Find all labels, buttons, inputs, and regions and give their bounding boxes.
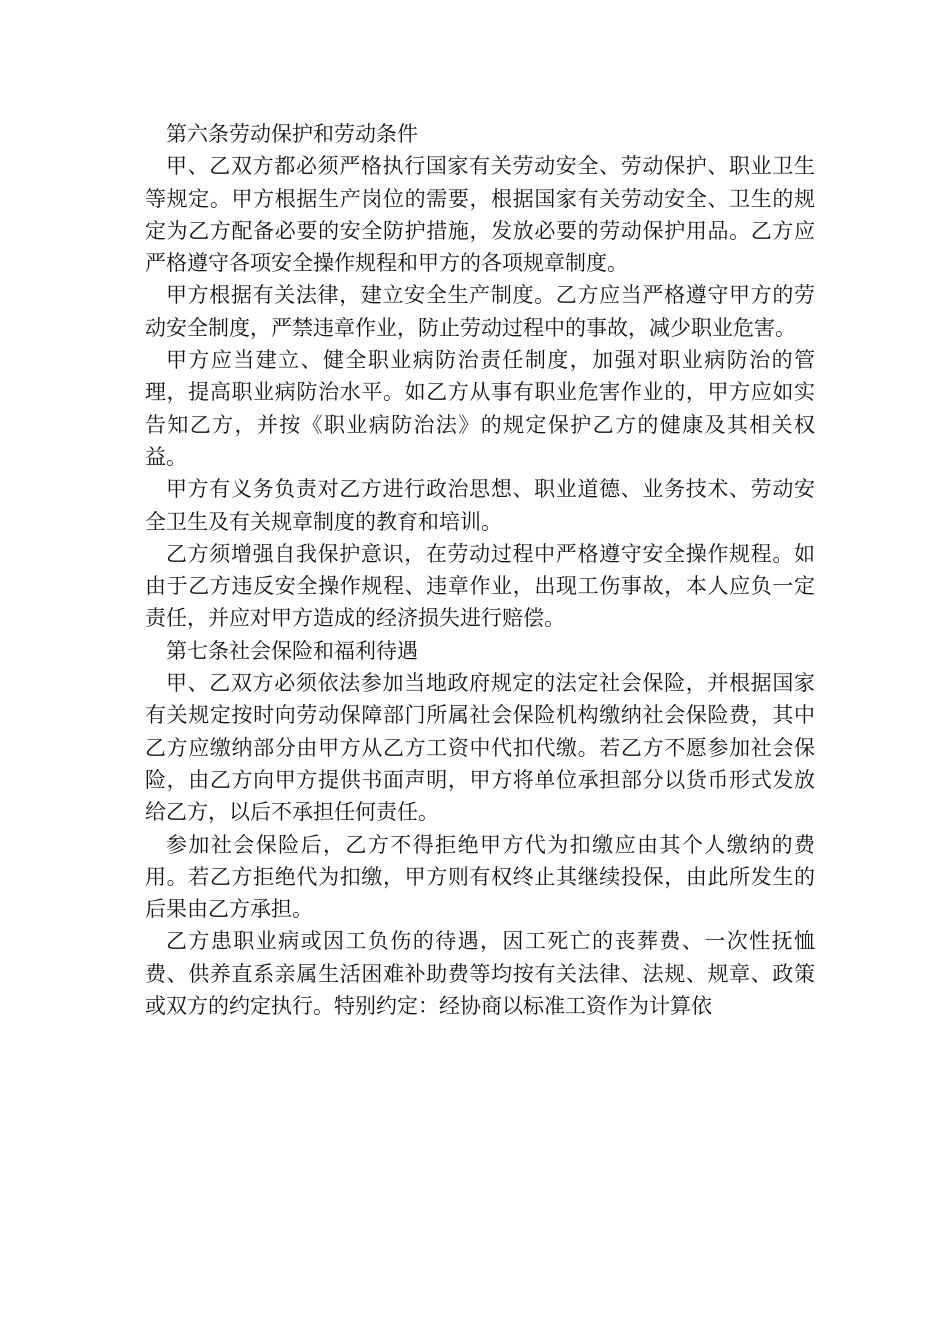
paragraph-insurance-deduction: 参加社会保险后，乙方不得拒绝甲方代为扣缴应由其个人缴纳的费用。若乙方拒绝代为扣缴，甲方则有权终止其继续投保，由此所发生的后果由乙方承担。 — [145, 832, 815, 922]
paragraph-occupational-disease: 甲方应当建立、健全职业病防治责任制度，加强对职业病防治的管理，提高职业病防治水平。如乙方从事有职业危害作业的，甲方应如实告知乙方，并按《职业病防治法》的规定保护乙方的健康及其相关权益。 — [145, 348, 815, 469]
paragraph-injury-benefits: 乙方患职业病或因工负伤的待遇，因工死亡的丧葬费、一次性抚恤费、供养直系亲属生活困难补助费等均按有关法律、法规、规章、政策或双方的约定执行。特别约定：经协商以标准工资作为计算依 — [145, 929, 815, 1019]
paragraph-labor-safety: 甲、乙双方都必须严格执行国家有关劳动安全、劳动保护、职业卫生等规定。甲方根据生产岗位的需要，根据国家有关劳动安全、卫生的规定为乙方配备必要的安全防护措施，发放必要的劳动保护用品。乙方应严格遵守各项安全操作规程和甲方的各项规章制度。 — [145, 154, 815, 276]
paragraph-safety-system: 甲方根据有关法律，建立安全生产制度。乙方应当严格遵守甲方的劳动安全制度，严禁违章作业，防止劳动过程中的事故，减少职业危害。 — [145, 283, 815, 340]
section-heading-article-7: 第七条社会保险和福利待遇 — [166, 638, 418, 663]
paragraph-self-protection: 乙方须增强自我保护意识，在劳动过程中严格遵守安全操作规程。如由于乙方违反安全操作规程、违章作业，出现工伤事故，本人应负一定责任，并应对甲方造成的经济损失进行赔偿。 — [145, 541, 815, 631]
paragraph-training: 甲方有义务负责对乙方进行政治思想、职业道德、业务技术、劳动安全卫生及有关规章制度的教育和培训。 — [145, 477, 815, 534]
section-heading-article-6: 第六条劳动保护和劳动条件 — [166, 122, 418, 146]
paragraph-social-insurance: 甲、乙双方必须依法参加当地政府规定的法定社会保险，并根据国家有关规定按时向劳动保障部门所属社会保险机构缴纳社会保险费，其中乙方应缴纳部分由甲方从乙方工资中代扣代缴。若乙方不愿参加社会保险，由乙方向甲方提供书面声明，甲方将单位承担部分以货币形式发放给乙方，以后不承担任何责任。 — [145, 671, 815, 825]
document-body — [145, 118, 815, 1022]
